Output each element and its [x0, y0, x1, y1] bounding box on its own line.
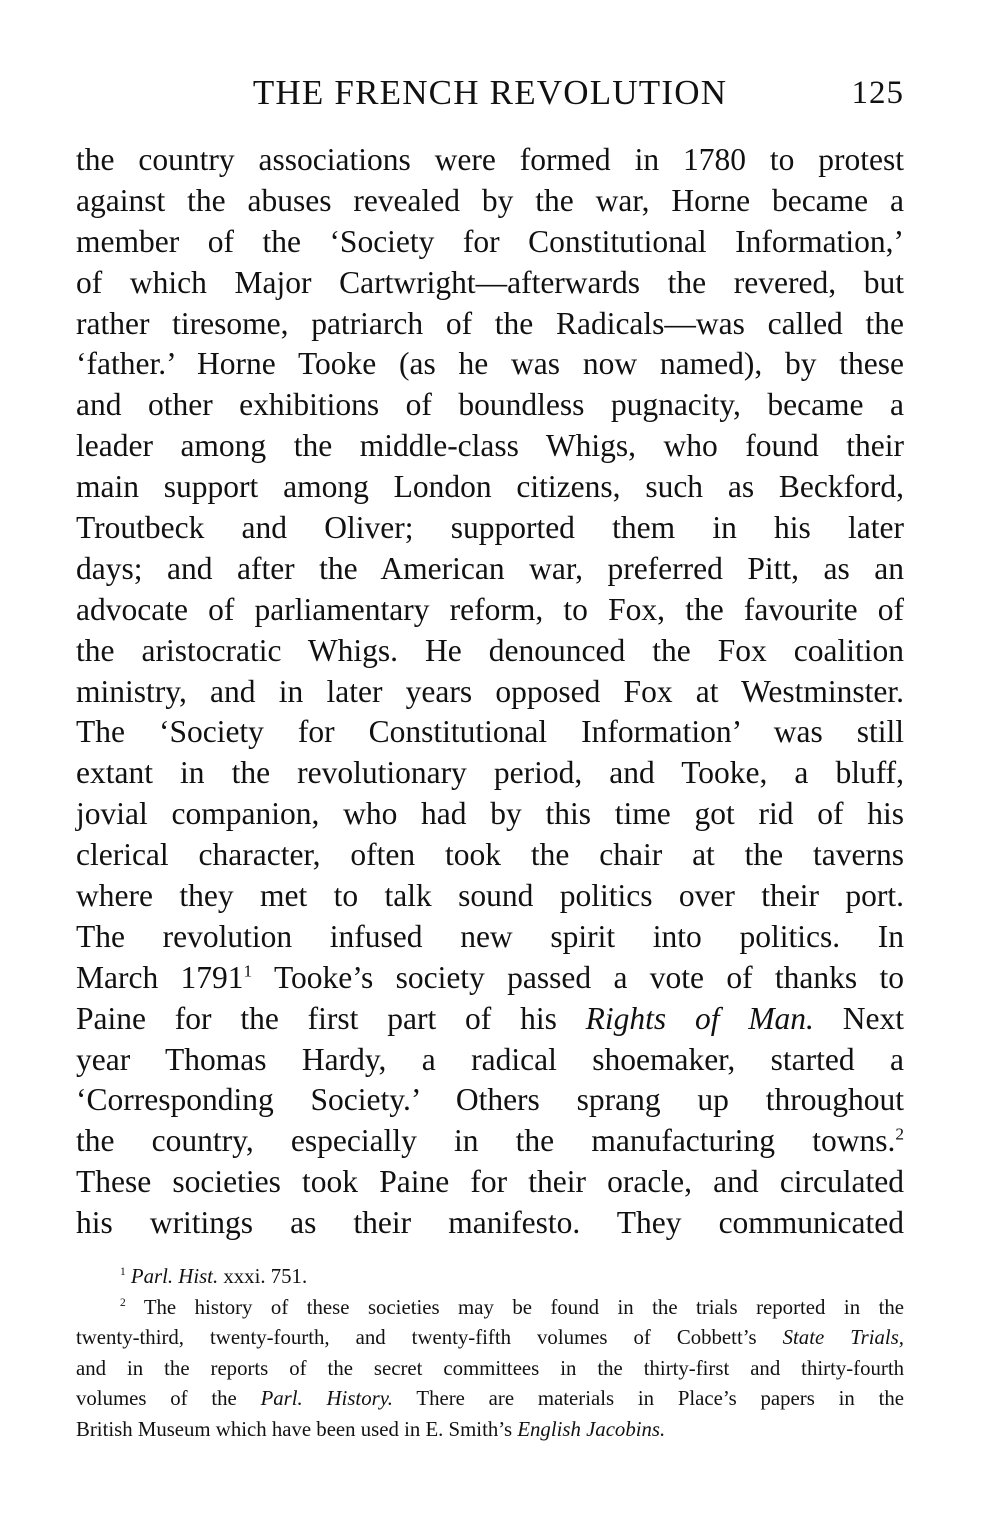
text-line: clerical character, often took the chair at the taverns	[76, 837, 904, 873]
text-line: jovial companion, who had by this time got rid of his	[76, 796, 904, 832]
text-line: where they met to talk sound politics over their port.	[76, 878, 904, 914]
footnote-reference[interactable]: 2	[895, 1124, 904, 1144]
text-line: ministry, and in later years opposed Fox at Westminster.	[76, 673, 904, 709]
footnote-text: twenty-third, twenty-fourth, and twenty-fifth volumes of Cobbett’s	[76, 1326, 783, 1349]
footnote-marker: 2	[120, 1296, 126, 1309]
text-segment: Paine for the first part of his	[76, 1000, 586, 1036]
text-line: the aristocratic Whigs. He denounced the Fox coalition	[76, 632, 904, 668]
text-line	[76, 958, 904, 999]
running-head	[76, 68, 904, 118]
footnote-citation-italic: English Jacobins.	[517, 1417, 666, 1441]
text-line: of which Major Cartwright—afterwards the revered, but	[76, 264, 904, 300]
footnote-text: The history of these societies may be found in the trials reported in the	[125, 1295, 904, 1319]
text-line: member of the ‘Society for Constitutional Information,’	[76, 223, 904, 259]
text-line: rather tiresome, patriarch of the Radicals—was called the	[76, 305, 904, 341]
footnote-2-line	[76, 1415, 904, 1446]
text-segment: the country, especially in the manufacturing towns.	[76, 1123, 896, 1159]
text-line: days; and after the American war, preferred Pitt, as an	[76, 550, 904, 586]
text-line: against the abuses revealed by the war, Horne became a	[76, 182, 904, 218]
text-line: ‘Corresponding Society.’ Others sprang up throughout	[76, 1082, 904, 1118]
text-line: The ‘Society for Constitutional Information’ was still	[76, 714, 904, 750]
text-line: leader among the middle-class Whigs, who found their	[76, 428, 904, 464]
footnote-text: volumes of the	[76, 1387, 261, 1410]
footnote-citation-italic: Parl. Hist.	[130, 1265, 219, 1288]
book-title-italic: Rights of Man.	[585, 1000, 814, 1036]
footnote-2-line	[76, 1323, 904, 1354]
text-line: his writings as their manifesto. They communicated	[76, 1205, 904, 1241]
text-line	[76, 999, 904, 1040]
footnote-reference[interactable]: 1	[243, 961, 253, 981]
text-line: advocate of parliamentary reform, to Fox, the favourite of	[76, 591, 904, 627]
footnote-citation-italic: State Trials,	[782, 1326, 904, 1349]
text-line: extant in the revolutionary period, and Tooke, a bluff,	[76, 755, 904, 791]
text-line: The revolution infused new spirit into politics. In	[76, 918, 904, 954]
footnote-1	[76, 1262, 904, 1293]
body-text	[76, 140, 904, 1244]
text-segment: March 1791	[76, 959, 244, 995]
footnote-2-line: and in the reports of the secret committees in the thirty-first and thirty-fourth	[76, 1356, 904, 1380]
text-line: These societies took Paine for their oracle, and circulated	[76, 1164, 904, 1200]
footnote-text: British Museum which have been used in E. Smith’s	[76, 1417, 518, 1441]
text-line	[76, 1121, 904, 1162]
text-line: year Thomas Hardy, a radical shoemaker, started a	[76, 1041, 904, 1077]
footnote-text: xxxi. 751.	[218, 1265, 308, 1288]
footnotes	[76, 1262, 904, 1445]
text-segment: Tooke’s society passed a vote of thanks to	[252, 959, 904, 995]
footnote-text: There are materials in Place’s papers in the	[392, 1387, 904, 1410]
text-line: main support among London citizens, such as Beckford,	[76, 469, 904, 505]
footnote-marker: 1	[120, 1266, 126, 1279]
text-segment: Next	[813, 1000, 904, 1036]
page-title: THE FRENCH REVOLUTION	[252, 73, 728, 112]
text-line: ‘father.’ Horne Tooke (as he was now named), by these	[76, 346, 904, 382]
footnote-2-line	[76, 1293, 904, 1324]
text-line: the country associations were formed in 1780 to protest	[76, 142, 904, 177]
text-line: and other exhibitions of boundless pugnacity, became a	[76, 387, 904, 423]
footnote-2-line	[76, 1384, 904, 1415]
page-number: 125	[851, 75, 904, 111]
text-line: Troutbeck and Oliver; supported them in his later	[76, 510, 904, 546]
footnote-citation-italic: Parl. History.	[260, 1387, 393, 1410]
